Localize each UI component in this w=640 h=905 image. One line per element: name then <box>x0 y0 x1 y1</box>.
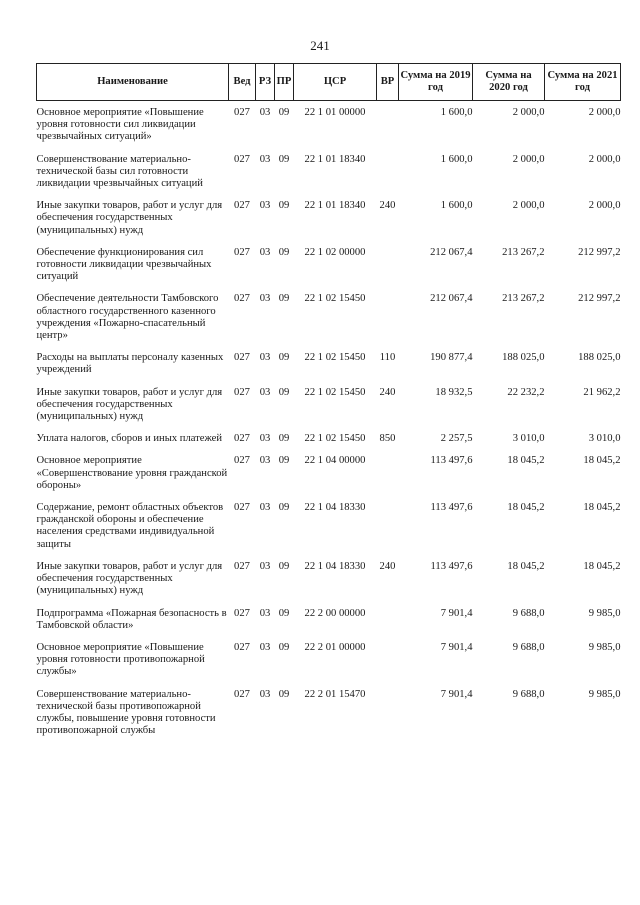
cell-vr <box>377 689 399 748</box>
cell-csr: 22 2 00 00000 <box>304 607 366 619</box>
cell-csr: 22 2 01 15470 <box>304 688 366 700</box>
cell-ved: 027 <box>234 352 250 364</box>
header-sum-2020: Сумма на 2020 год <box>473 64 545 101</box>
cell-sum-2020: 213 267,2 <box>502 293 545 305</box>
cell-csr: 22 1 04 18330 <box>304 502 366 514</box>
cell-sum-2019: 190 877,4 <box>430 352 473 364</box>
cell-pr: 09 <box>278 153 290 165</box>
cell-sum-2021: 18 045,2 <box>583 560 621 572</box>
cell-csr: 22 1 01 18340 <box>304 200 366 212</box>
cell-rz: 03 <box>259 502 271 514</box>
table-row <box>37 200 621 247</box>
cell-pr: 09 <box>278 560 290 572</box>
cell-ved: 027 <box>234 107 250 118</box>
cell-sum-2019: 7 901,4 <box>440 607 473 619</box>
cell-rz: 03 <box>259 352 271 364</box>
cell-csr: 22 2 01 00000 <box>304 641 366 653</box>
cell-name: Иные закупки товаров, работ и услуг для обеспечения государственных (муниципальных) нужд <box>36 200 223 236</box>
cell-sum-2020: 9 688,0 <box>512 641 545 653</box>
table-row <box>37 352 621 386</box>
cell-sum-2021: 2 000,0 <box>588 153 621 165</box>
cell-ved: 027 <box>234 433 250 445</box>
table-row <box>37 502 621 561</box>
cell-rz: 03 <box>259 607 271 619</box>
cell-name: Основное мероприятие «Совершенствование уровня гражданской обороны» <box>36 455 228 491</box>
cell-sum-2020: 22 232,2 <box>507 386 545 398</box>
cell-csr: 22 1 02 15450 <box>304 433 366 445</box>
cell-sum-2019: 18 932,5 <box>435 386 473 398</box>
cell-name: Подпрограмма «Пожарная безопасность в Тамбовской области» <box>36 607 227 631</box>
cell-sum-2020: 18 045,2 <box>507 560 545 572</box>
cell-name: Содержание, ремонт областных объектов гражданской обороны и обеспечение населения средствами индивидуальной защиты <box>36 502 224 550</box>
cell-pr: 09 <box>278 246 290 258</box>
cell-vr <box>377 642 399 689</box>
cell-ved: 027 <box>234 641 250 653</box>
cell-sum-2021: 212 997,2 <box>578 246 621 258</box>
cell-sum-2020: 2 000,0 <box>512 153 545 165</box>
cell-sum-2021: 9 985,0 <box>588 641 621 653</box>
cell-sum-2021: 212 997,2 <box>578 293 621 305</box>
cell-vr: 850 <box>379 433 396 445</box>
cell-pr: 09 <box>278 641 290 653</box>
table-row <box>37 247 621 294</box>
cell-sum-2020: 213 267,2 <box>502 246 545 258</box>
cell-rz: 03 <box>259 386 271 398</box>
cell-vr <box>377 154 399 201</box>
cell-sum-2021: 188 025,0 <box>578 352 621 364</box>
table-row <box>37 101 621 154</box>
cell-name: Совершенствование материально-технической базы противопожарной службы, повышение уровня готовности противопожарной службы <box>36 688 216 737</box>
cell-pr: 09 <box>278 200 290 212</box>
cell-rz: 03 <box>259 107 271 118</box>
cell-sum-2021: 2 000,0 <box>588 107 621 118</box>
cell-sum-2020: 18 045,2 <box>507 455 545 467</box>
cell-pr: 09 <box>278 433 290 445</box>
cell-rz: 03 <box>259 688 271 700</box>
cell-sum-2020: 9 688,0 <box>512 607 545 619</box>
cell-sum-2019: 113 497,6 <box>430 560 473 572</box>
cell-pr: 09 <box>278 352 290 364</box>
cell-csr: 22 1 01 00000 <box>304 107 366 118</box>
cell-sum-2019: 1 600,0 <box>440 107 473 118</box>
cell-sum-2019: 113 497,6 <box>430 455 473 467</box>
cell-csr: 22 1 04 18330 <box>304 560 366 572</box>
table-row <box>37 689 621 748</box>
header-rz: РЗ <box>256 64 275 101</box>
cell-csr: 22 1 01 18340 <box>304 153 366 165</box>
cell-name: Совершенствование материально-технической базы сил готовности ликвидации чрезвычайных ситуаций <box>36 153 203 190</box>
table-header <box>37 64 621 101</box>
cell-rz: 03 <box>259 246 271 258</box>
cell-csr: 22 1 04 00000 <box>304 455 366 467</box>
cell-ved: 027 <box>234 455 250 467</box>
cell-sum-2020: 9 688,0 <box>512 688 545 700</box>
cell-vr: 240 <box>379 200 396 212</box>
cell-vr: 240 <box>379 386 396 398</box>
table-row <box>37 561 621 608</box>
cell-rz: 03 <box>259 433 271 445</box>
cell-sum-2021: 18 045,2 <box>583 455 621 467</box>
cell-pr: 09 <box>278 688 290 700</box>
cell-rz: 03 <box>259 293 271 305</box>
cell-sum-2021: 2 000,0 <box>588 200 621 212</box>
cell-name: Иные закупки товаров, работ и услуг для обеспечения государственных (муниципальных) нужд <box>36 560 223 597</box>
cell-sum-2019: 212 067,4 <box>430 246 473 258</box>
cell-rz: 03 <box>259 641 271 653</box>
cell-ved: 027 <box>234 293 250 305</box>
table-row <box>37 154 621 201</box>
cell-sum-2021: 9 985,0 <box>588 688 621 700</box>
cell-ved: 027 <box>234 386 250 398</box>
page-number: 241 <box>310 38 330 53</box>
cell-name: Основное мероприятие «Повышение уровня готовности противопожарной службы» <box>36 641 205 678</box>
cell-vr: 240 <box>379 560 396 572</box>
header-ved: Вед <box>229 64 256 101</box>
cell-sum-2019: 2 257,5 <box>440 433 473 445</box>
header-name: Наименование <box>37 64 229 101</box>
cell-rz: 03 <box>259 153 271 165</box>
cell-vr <box>377 502 399 561</box>
cell-sum-2021: 21 962,2 <box>583 386 621 398</box>
cell-ved: 027 <box>234 607 250 619</box>
cell-csr: 22 1 02 15450 <box>304 352 366 364</box>
cell-ved: 027 <box>234 688 250 700</box>
cell-sum-2020: 18 045,2 <box>507 502 545 514</box>
header-pr: ПР <box>275 64 294 101</box>
table-body <box>37 101 621 748</box>
cell-rz: 03 <box>259 455 271 467</box>
cell-pr: 09 <box>278 502 290 514</box>
cell-ved: 027 <box>234 200 250 212</box>
cell-sum-2019: 1 600,0 <box>440 200 473 212</box>
cell-csr: 22 1 02 15450 <box>304 293 366 305</box>
cell-name: Обеспечение деятельности Тамбовского областного государственного казенного учреждения «Пожарно-спасательный центр» <box>36 293 219 342</box>
table-row <box>37 433 621 455</box>
cell-pr: 09 <box>278 455 290 467</box>
header-sum-2019: Сумма на 2019 год <box>399 64 473 101</box>
cell-sum-2020: 3 010,0 <box>512 433 545 445</box>
cell-sum-2021: 18 045,2 <box>583 502 621 514</box>
cell-pr: 09 <box>278 386 290 398</box>
cell-sum-2019: 7 901,4 <box>440 641 473 653</box>
cell-vr <box>377 101 399 154</box>
header-vr: ВР <box>377 64 399 101</box>
cell-sum-2019: 212 067,4 <box>430 293 473 305</box>
cell-ved: 027 <box>234 246 250 258</box>
cell-sum-2019: 1 600,0 <box>440 153 473 165</box>
table-row <box>37 642 621 689</box>
cell-sum-2020: 188 025,0 <box>502 352 545 364</box>
cell-rz: 03 <box>259 560 271 572</box>
table-row <box>37 608 621 642</box>
cell-vr: 110 <box>379 352 396 364</box>
cell-vr <box>377 247 399 294</box>
cell-ved: 027 <box>234 560 250 572</box>
cell-vr <box>377 455 399 502</box>
cell-name: Иные закупки товаров, работ и услуг для обеспечения государственных (муниципальных) нужд <box>36 386 223 423</box>
budget-table <box>36 63 621 747</box>
cell-vr <box>377 293 399 352</box>
cell-pr: 09 <box>278 607 290 619</box>
cell-csr: 22 1 02 00000 <box>304 246 366 258</box>
cell-name: Основное мероприятие «Повышение уровня готовности сил ликвидации чрезвычайных ситуаций» <box>36 107 204 143</box>
cell-sum-2021: 9 985,0 <box>588 607 621 619</box>
cell-ved: 027 <box>234 502 250 514</box>
cell-ved: 027 <box>234 153 250 165</box>
cell-pr: 09 <box>278 293 290 305</box>
cell-name: Обеспечение функционирования сил готовности ликвидации чрезвычайных ситуаций <box>36 246 212 283</box>
header-sum-2021: Сумма на 2021 год <box>545 64 621 101</box>
header-csr: ЦСР <box>294 64 377 101</box>
cell-sum-2019: 7 901,4 <box>440 688 473 700</box>
table-row <box>37 455 621 502</box>
table-row <box>37 387 621 434</box>
cell-rz: 03 <box>259 200 271 212</box>
cell-vr <box>377 608 399 642</box>
cell-name: Уплата налогов, сборов и иных платежей <box>36 433 223 445</box>
table-row <box>37 293 621 352</box>
cell-sum-2020: 2 000,0 <box>512 107 545 118</box>
cell-csr: 22 1 02 15450 <box>304 386 366 398</box>
cell-sum-2020: 2 000,0 <box>512 200 545 212</box>
cell-pr: 09 <box>278 107 290 118</box>
cell-sum-2021: 3 010,0 <box>588 433 621 445</box>
cell-sum-2019: 113 497,6 <box>430 502 473 514</box>
cell-name: Расходы на выплаты персоналу казенных учреждений <box>36 352 224 376</box>
